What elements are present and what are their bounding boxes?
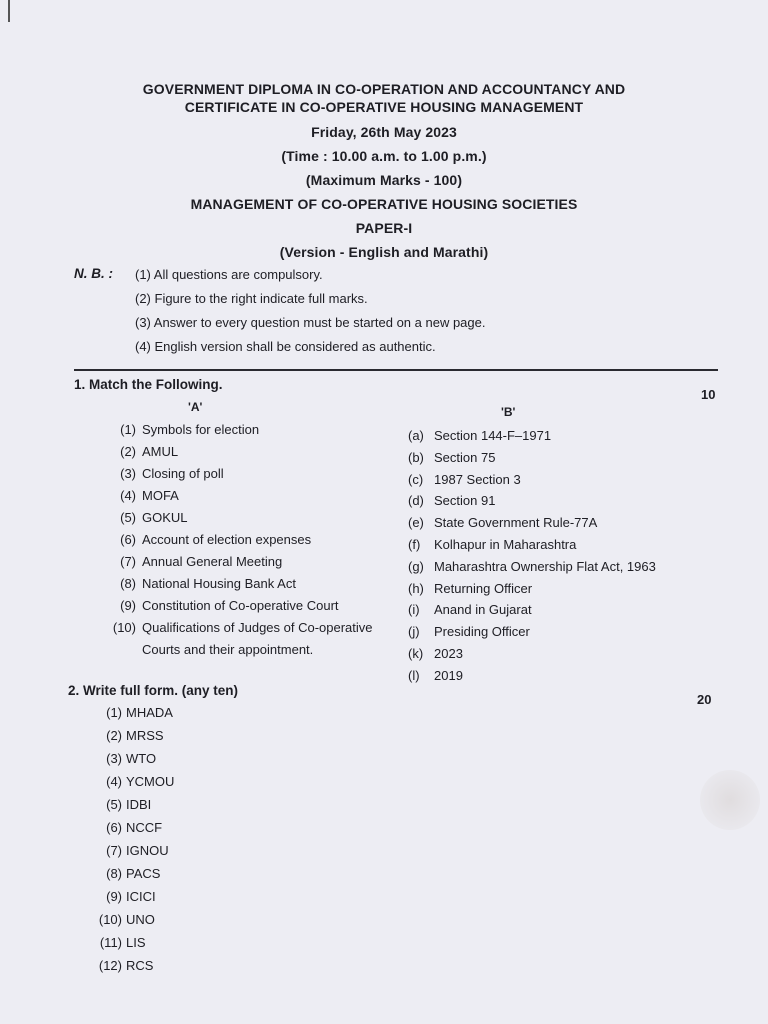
paper-stain xyxy=(700,770,760,830)
list-item xyxy=(408,645,708,667)
list-item xyxy=(90,957,174,980)
list-item xyxy=(96,575,396,597)
item-text-continued: Courts and their appointment. xyxy=(142,642,314,657)
item-number: (6) xyxy=(120,532,136,547)
item-text: Constitution of Co-operative Court xyxy=(142,598,339,613)
list-item xyxy=(96,443,396,465)
item-text: ICICI xyxy=(126,889,156,904)
item-text: Kolhapur in Maharashtra xyxy=(434,536,577,552)
header-title-line2: CERTIFICATE IN CO-OPERATIVE HOUSING MANAGEMENT xyxy=(184,99,584,115)
item-number: (10) xyxy=(98,912,122,927)
item-text: Section 75 xyxy=(434,449,496,465)
item-number: (1) xyxy=(120,422,136,437)
item-text: NCCF xyxy=(126,820,163,835)
item-text: PACS xyxy=(126,866,161,881)
list-item xyxy=(408,536,708,558)
item-number: (9) xyxy=(106,889,122,904)
list-item xyxy=(408,623,708,645)
item-text: Closing of poll xyxy=(142,466,224,481)
item-text: YCMOU xyxy=(126,774,175,789)
item-text: National Housing Bank Act xyxy=(142,576,296,591)
list-item xyxy=(408,427,708,449)
list-item xyxy=(408,558,708,580)
item-number: (3) xyxy=(120,466,136,481)
nb-list xyxy=(135,266,485,362)
item-text: Anand in Gujarat xyxy=(434,602,532,618)
paper-number: PAPER-I xyxy=(355,220,413,236)
item-letter: (d) xyxy=(408,493,424,509)
item-number: (7) xyxy=(106,843,122,858)
item-letter: (k) xyxy=(408,645,424,661)
item-text: Symbols for election xyxy=(142,422,260,437)
column-b-heading: 'B' xyxy=(501,405,516,419)
item-text: IGNOU xyxy=(126,843,169,858)
list-item xyxy=(90,865,174,888)
column-a-list xyxy=(96,421,396,663)
list-item xyxy=(408,580,708,602)
maximum-marks: (Maximum Marks - 100) xyxy=(305,172,463,188)
full-form-list xyxy=(90,704,174,980)
item-text: UNO xyxy=(126,912,155,927)
list-item xyxy=(90,750,174,773)
list-item xyxy=(90,911,174,934)
item-letter: (b) xyxy=(408,449,424,465)
item-text: IDBI xyxy=(126,797,152,812)
list-item xyxy=(408,667,708,689)
item-letter: (a) xyxy=(408,428,424,443)
item-text: AMUL xyxy=(142,444,179,459)
item-letter: (l) xyxy=(408,667,420,683)
item-letter: (h) xyxy=(408,580,424,596)
list-item xyxy=(90,704,174,727)
item-letter: (e) xyxy=(408,515,424,531)
list-item xyxy=(90,796,174,819)
item-text: State Government Rule-77A xyxy=(434,515,598,531)
item-number: (9) xyxy=(120,598,136,613)
list-item xyxy=(96,509,396,531)
list-item xyxy=(90,773,174,796)
item-number: (1) xyxy=(106,705,122,720)
item-number: (4) xyxy=(120,488,136,503)
list-item xyxy=(96,553,396,575)
subject-title: MANAGEMENT OF CO-OPERATIVE HOUSING SOCIETIES xyxy=(190,196,578,212)
item-letter: (g) xyxy=(408,558,424,574)
nb-item: (3) Answer to every question must be started on a new page. xyxy=(135,315,486,330)
item-text: LIS xyxy=(126,935,146,950)
item-number: (7) xyxy=(120,554,136,569)
question-1-marks: 10 xyxy=(701,387,716,402)
item-letter: (f) xyxy=(408,536,421,552)
nb-item: (1) All questions are compulsory. xyxy=(135,267,323,282)
exam-date: Friday, 26th May 2023 xyxy=(311,124,457,140)
list-item xyxy=(90,842,174,865)
item-text: Section 91 xyxy=(434,493,496,509)
list-item xyxy=(408,514,708,536)
list-item xyxy=(96,531,396,553)
list-item xyxy=(96,421,396,443)
list-item xyxy=(90,819,174,842)
item-text: MOFA xyxy=(142,488,179,503)
list-item xyxy=(96,465,396,487)
item-number: (8) xyxy=(106,866,122,881)
item-number: (3) xyxy=(106,751,122,766)
nb-item: (4) English version shall be considered as authentic. xyxy=(135,339,436,354)
list-item xyxy=(408,601,708,623)
section-divider xyxy=(74,369,718,371)
scan-edge-mark xyxy=(8,0,10,22)
version-note: (Version - English and Marathi) xyxy=(279,244,489,260)
item-text: GOKUL xyxy=(142,510,188,525)
list-item xyxy=(90,934,174,957)
item-text: Annual General Meeting xyxy=(142,554,283,569)
list-item xyxy=(408,449,708,471)
item-text: 2023 xyxy=(434,645,463,661)
item-text: Section 144-F–1971 xyxy=(434,428,552,443)
question-2-title: 2. Write full form. (any ten) xyxy=(68,683,239,698)
item-text: WTO xyxy=(126,751,157,766)
item-text: Presiding Officer xyxy=(434,624,530,640)
column-b-list xyxy=(408,427,708,689)
item-number: (12) xyxy=(98,958,122,973)
nb-item: (2) Figure to the right indicate full marks. xyxy=(135,291,368,306)
item-number: (11) xyxy=(99,935,122,950)
item-number: (5) xyxy=(106,797,122,812)
list-item xyxy=(96,487,396,509)
question-1-title: 1. Match the Following. xyxy=(74,377,223,392)
list-item xyxy=(408,471,708,493)
nb-label: N. B. : xyxy=(74,266,113,281)
list-item xyxy=(90,888,174,911)
list-item xyxy=(96,597,396,619)
item-number: (2) xyxy=(106,728,122,743)
question-2-marks: 20 xyxy=(697,692,712,707)
item-letter: (i) xyxy=(408,602,420,618)
item-number: (5) xyxy=(120,510,136,525)
item-text: Maharashtra Ownership Flat Act, 1963 xyxy=(434,558,656,574)
item-text: 1987 Section 3 xyxy=(434,471,521,487)
item-text: 2019 xyxy=(434,667,463,683)
item-number: (10) xyxy=(112,620,136,635)
list-item xyxy=(408,492,708,514)
exam-time: (Time : 10.00 a.m. to 1.00 p.m.) xyxy=(281,148,487,164)
header-title-line1: GOVERNMENT DIPLOMA IN CO-OPERATION AND ACCOUNTANCY AND xyxy=(142,81,626,97)
item-number: (8) xyxy=(120,576,136,591)
exam-header xyxy=(0,80,768,267)
item-text: RCS xyxy=(126,958,154,973)
item-number: (6) xyxy=(106,820,122,835)
item-letter: (j) xyxy=(408,624,420,640)
item-number: (2) xyxy=(120,444,136,459)
item-letter: (c) xyxy=(408,471,424,487)
item-text: Returning Officer xyxy=(434,580,533,596)
list-item xyxy=(90,727,174,750)
item-text: MHADA xyxy=(126,705,173,720)
item-text: MRSS xyxy=(126,728,164,743)
list-item xyxy=(96,619,396,663)
column-a-heading: 'A' xyxy=(188,400,203,414)
item-number: (4) xyxy=(106,774,122,789)
item-text: Qualifications of Judges of Co-operative xyxy=(142,620,373,635)
item-text: Account of election expenses xyxy=(142,532,312,547)
